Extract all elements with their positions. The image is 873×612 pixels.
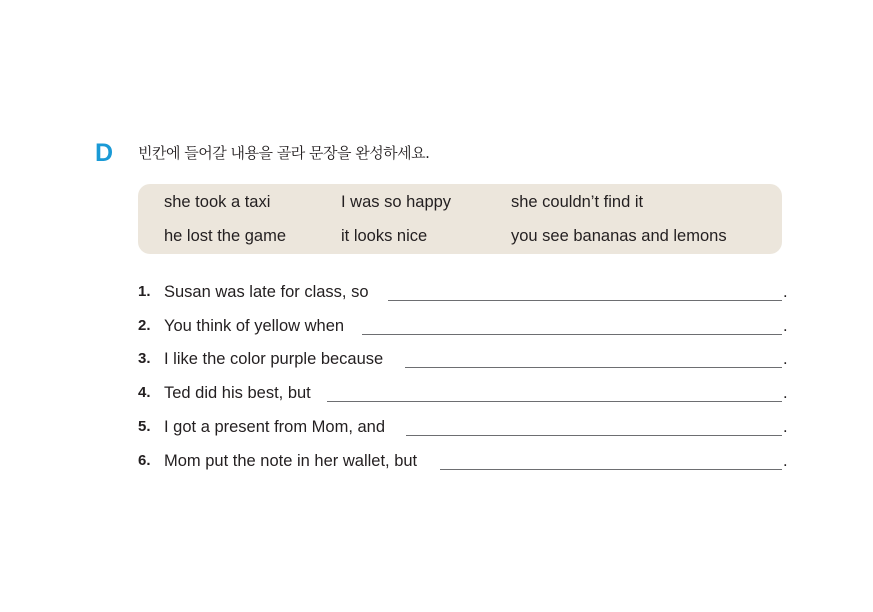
answer-blank[interactable] (405, 367, 782, 368)
question-period: . (783, 350, 788, 368)
question-text: You think of yellow when (164, 317, 345, 335)
question-number: 4. (138, 384, 151, 401)
question-text: Mom put the note in her wallet, but (164, 452, 418, 470)
question-number: 2. (138, 317, 151, 334)
word-option: she couldn’t find it (511, 193, 644, 211)
question-period: . (783, 317, 788, 335)
word-option: she took a taxi (164, 193, 271, 211)
answer-blank[interactable] (406, 435, 782, 436)
answer-blank[interactable] (362, 334, 782, 335)
answer-blank[interactable] (327, 401, 782, 402)
question-row (138, 450, 790, 472)
question-text: I like the color purple because (164, 350, 384, 368)
section-letter: D (95, 139, 114, 167)
word-option: he lost the game (164, 227, 286, 245)
question-number: 1. (138, 283, 151, 300)
question-text: I got a present from Mom, and (164, 418, 386, 436)
question-period: . (783, 283, 788, 301)
question-number: 3. (138, 350, 151, 367)
question-row (138, 281, 790, 303)
answer-blank[interactable] (388, 300, 782, 301)
word-option: you see bananas and lemons (511, 227, 727, 245)
word-option: I was so happy (341, 193, 452, 211)
question-number: 6. (138, 452, 151, 469)
answer-blank[interactable] (440, 469, 782, 470)
question-row (138, 382, 790, 404)
question-row (138, 315, 790, 337)
question-row (138, 416, 790, 438)
word-option: it looks nice (341, 227, 428, 245)
question-period: . (783, 384, 788, 402)
word-box (138, 184, 782, 254)
question-text: Ted did his best, but (164, 384, 311, 402)
question-period: . (783, 452, 788, 470)
question-text: Susan was late for class, so (164, 283, 369, 301)
question-row (138, 348, 790, 370)
question-period: . (783, 418, 788, 436)
instruction-text: 빈칸에 들어갈 내용을 골라 문장을 완성하세요. (138, 144, 430, 162)
question-number: 5. (138, 418, 151, 435)
